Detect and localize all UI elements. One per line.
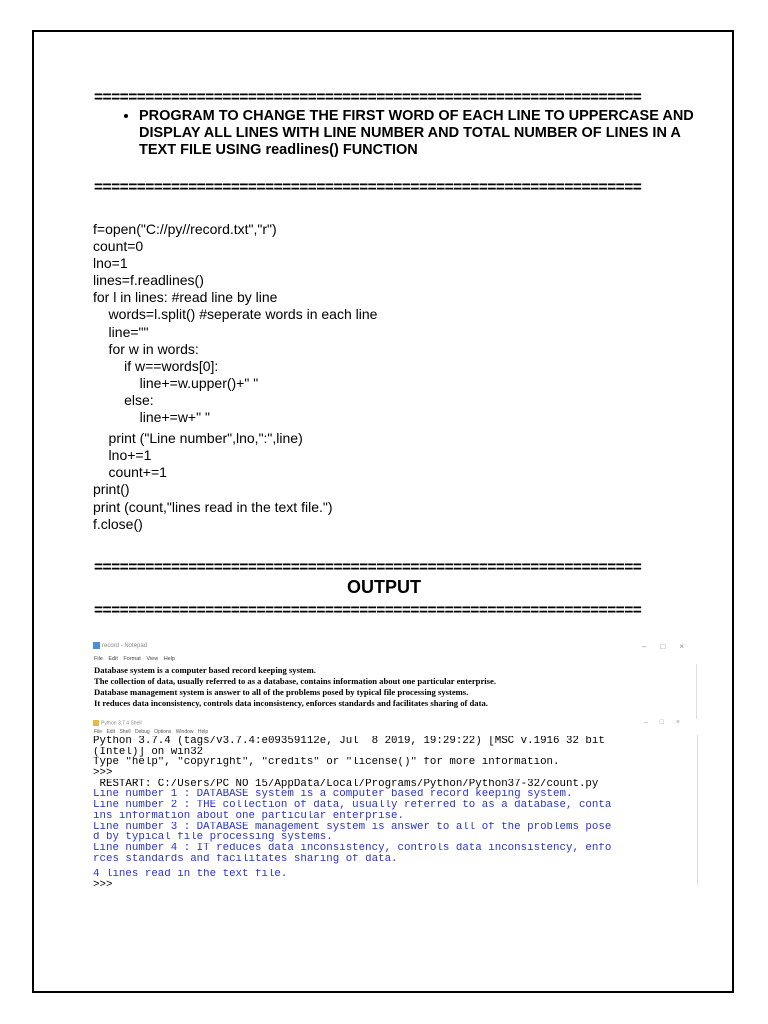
notepad-line: Database management system is answer to all of the problems posed by typical file processing systems. [94, 687, 469, 697]
notepad-titlebar [93, 642, 147, 651]
shell-output-line: rces standards and facilitates sharing of data. [93, 853, 398, 865]
close-icon[interactable]: × [675, 719, 692, 726]
shell-prompt[interactable]: >>> [93, 879, 113, 886]
code-line: else: [93, 391, 154, 408]
shell-output-line: Line number 4 : IT reduces data inconsistency, controls data inconsistency, enfo [93, 842, 612, 854]
code-line: f=open("C://py//record.txt","r") [93, 221, 277, 237]
shell-scrollbar[interactable] [697, 735, 705, 885]
program-title: • PROGRAM TO CHANGE THE FIRST WORD OF EACH LINE TO UPPERCASE AND DISPLAY ALL LINES WITH LINE NUMBER AND TOTAL NUMBER OF LINES IN A TEXT FILE USING readlines() FUNCTION [139, 108, 699, 159]
code-line: count+=1 [93, 464, 167, 481]
shell-line: >>> [93, 768, 119, 779]
shell-line: (Intel)] on win32 [93, 746, 204, 758]
code-line: line+=w+" " [93, 409, 210, 426]
program-title-list [94, 108, 699, 159]
shell-summary-line: 4 lines read in the text file. [93, 869, 288, 880]
minimize-icon[interactable]: – [642, 642, 661, 651]
code-line: line="" [93, 323, 149, 340]
notepad-line: It reduces data inconsistency, controls data inconsistency, enforces standards and facilitates sharing of data. [94, 698, 488, 708]
notepad-scrollbar[interactable] [696, 664, 704, 719]
code-line: print() [93, 481, 130, 498]
shell-output-line: Line number 2 : THE collection of data, usually referred to as a database, conta [93, 800, 612, 811]
notepad-line: The collection of data, usually referred to as a database, contains information about one particular enterprise. [94, 676, 496, 686]
shell-titlebar [93, 720, 142, 726]
code-line: words=l.split() #seperate words in each line [93, 306, 378, 323]
notepad-title: record - Notepad [102, 643, 148, 650]
code-line: line+=w.upper()+" " [93, 374, 259, 391]
code-line: lines=f.readlines() [93, 272, 204, 289]
separator-rule-output-top: ================================================================ [94, 560, 642, 576]
shell-output-line: d by typical file processing systems. [93, 832, 333, 843]
code-line: lno+=1 [93, 447, 152, 464]
shell-line: Python 3.7.4 (tags/v3.7.4:e09359112e, Jul 8 2019, 19:29:22) [MSC v.1916 32 bit [93, 736, 605, 747]
output-screenshot [90, 638, 706, 886]
separator-rule-top: ================================================================ [94, 90, 642, 106]
shell-output-line: Line number 1 : DATABASE system is a computer based record keeping system. [93, 789, 573, 801]
notepad-menubar[interactable]: File Edit Format View Help [94, 656, 176, 662]
shell-line: RESTART: C:/Users/PC NO 15/AppData/Local/Programs/Python/Python37-32/count.py [93, 778, 599, 790]
notepad-line: Database system is a computer based record keeping system. [94, 665, 316, 675]
notepad-text-area[interactable] [94, 665, 698, 709]
code-line: count=0 [93, 238, 144, 255]
code-listing [93, 221, 653, 533]
code-line: for l in lines: #read line by line [93, 289, 278, 306]
code-line: print ("Line number",lno,":",line) [93, 430, 303, 447]
minimize-icon[interactable]: – [643, 719, 660, 726]
notepad-icon [93, 642, 100, 649]
shell-menubar[interactable]: File Edit Shell Debug Options Window Help [94, 729, 209, 735]
code-line: if w==words[0]: [93, 357, 219, 374]
maximize-icon[interactable]: □ [660, 642, 680, 651]
maximize-icon[interactable]: □ [659, 719, 676, 726]
notepad-window-controls [642, 642, 698, 651]
code-line: f.close() [93, 515, 143, 532]
close-icon[interactable]: × [679, 642, 698, 651]
shell-window-controls [644, 719, 692, 726]
shell-output-line: ins information about one particular enterprise. [93, 810, 405, 822]
separator-rule-output-bottom: ================================================================ [94, 603, 642, 619]
separator-rule-title-bottom: ================================================================ [94, 180, 642, 196]
shell-title: Python 3.7.4 Shell [101, 720, 142, 727]
output-heading: OUTPUT [347, 577, 421, 597]
python-icon [93, 720, 99, 726]
shell-line: Type "help", "copyright", "credits" or "license()" for more information. [93, 757, 560, 769]
code-line: print (count,"lines read in the text file.") [93, 498, 333, 515]
shell-output-line: Line number 3 : DATABASE management system is answer to all of the problems pose [93, 821, 612, 833]
shell-output-area[interactable] [93, 736, 699, 886]
code-line: for w in words: [93, 340, 199, 357]
code-line: lno=1 [93, 255, 128, 272]
